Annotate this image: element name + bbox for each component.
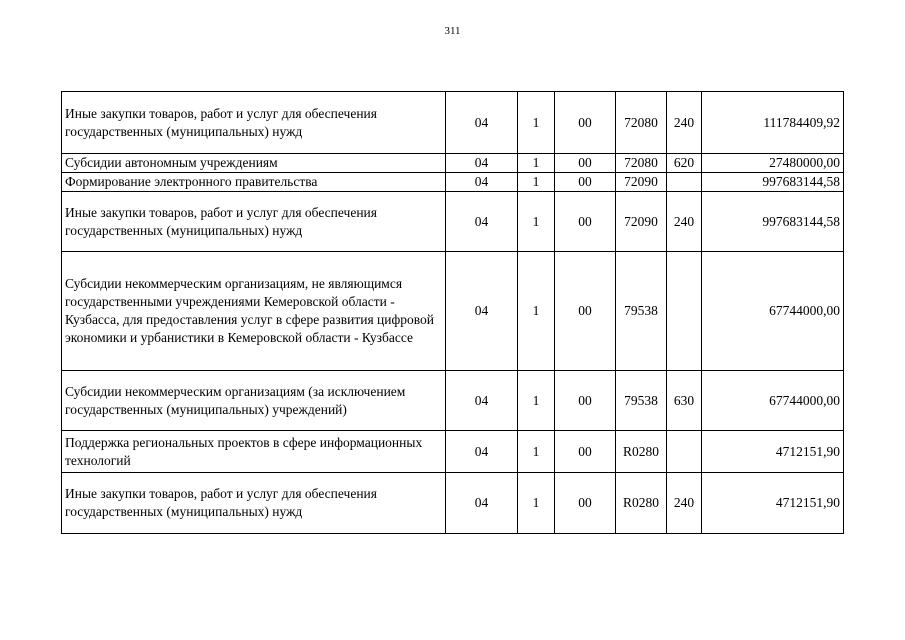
row-code-subprogram: 00	[555, 173, 616, 192]
row-code-section: 04	[446, 431, 518, 473]
row-name: Формирование электронного правительства	[62, 173, 446, 192]
row-name: Субсидии некоммерческим организациям, не являющимся государственными учреждениями Кемеровской области - Кузбасса, для предоставления услуг в сфере развития цифровой экономики и урбанистики в Кемеровской области - Кузбассе	[62, 252, 446, 371]
row-name: Иные закупки товаров, работ и услуг для обеспечения государственных (муниципальных) нужд	[62, 92, 446, 154]
row-code-direction: R0280	[616, 431, 667, 473]
row-code-expense-type: 630	[667, 371, 702, 431]
row-amount: 4712151,90	[702, 431, 844, 473]
row-code-subprogram: 00	[555, 252, 616, 371]
row-code-expense-type	[667, 252, 702, 371]
row-code-subprogram: 00	[555, 371, 616, 431]
row-code-program: 1	[518, 192, 555, 252]
table-row	[62, 252, 844, 371]
row-code-program: 1	[518, 92, 555, 154]
row-code-expense-type: 240	[667, 192, 702, 252]
row-code-expense-type: 620	[667, 154, 702, 173]
row-code-direction: 79538	[616, 252, 667, 371]
row-code-program: 1	[518, 154, 555, 173]
row-name: Иные закупки товаров, работ и услуг для обеспечения государственных (муниципальных) нужд	[62, 473, 446, 534]
row-name: Поддержка региональных проектов в сфере информационных технологий	[62, 431, 446, 473]
row-name: Субсидии некоммерческим организациям (за исключением государственных (муниципальных) учреждений)	[62, 371, 446, 431]
row-code-subprogram: 00	[555, 473, 616, 534]
row-code-section: 04	[446, 252, 518, 371]
row-name: Иные закупки товаров, работ и услуг для обеспечения государственных (муниципальных) нужд	[62, 192, 446, 252]
row-amount: 67744000,00	[702, 252, 844, 371]
table-row	[62, 92, 844, 154]
row-code-section: 04	[446, 154, 518, 173]
table-row	[62, 371, 844, 431]
table-row	[62, 173, 844, 192]
row-code-direction: R0280	[616, 473, 667, 534]
row-amount: 67744000,00	[702, 371, 844, 431]
table-row	[62, 473, 844, 534]
row-code-subprogram: 00	[555, 154, 616, 173]
row-amount: 27480000,00	[702, 154, 844, 173]
row-code-expense-type: 240	[667, 92, 702, 154]
row-code-program: 1	[518, 431, 555, 473]
row-code-program: 1	[518, 473, 555, 534]
page-number: 311	[444, 25, 461, 37]
row-code-section: 04	[446, 92, 518, 154]
row-code-subprogram: 00	[555, 431, 616, 473]
row-amount: 997683144,58	[702, 192, 844, 252]
table-row	[62, 431, 844, 473]
row-amount: 4712151,90	[702, 473, 844, 534]
row-code-expense-type: 240	[667, 473, 702, 534]
row-code-program: 1	[518, 252, 555, 371]
row-name: Субсидии автономным учреждениям	[62, 154, 446, 173]
table-row	[62, 154, 844, 173]
table-row	[62, 192, 844, 252]
row-code-section: 04	[446, 173, 518, 192]
row-code-direction: 72080	[616, 92, 667, 154]
budget-table	[61, 91, 844, 534]
row-amount: 997683144,58	[702, 173, 844, 192]
row-code-section: 04	[446, 371, 518, 431]
row-code-section: 04	[446, 192, 518, 252]
row-code-direction: 72090	[616, 192, 667, 252]
row-code-expense-type	[667, 431, 702, 473]
row-code-subprogram: 00	[555, 192, 616, 252]
row-code-subprogram: 00	[555, 92, 616, 154]
row-code-program: 1	[518, 173, 555, 192]
row-code-section: 04	[446, 473, 518, 534]
row-code-direction: 72090	[616, 173, 667, 192]
row-code-direction: 72080	[616, 154, 667, 173]
row-code-expense-type	[667, 173, 702, 192]
row-code-program: 1	[518, 371, 555, 431]
row-amount: 111784409,92	[702, 92, 844, 154]
row-code-direction: 79538	[616, 371, 667, 431]
